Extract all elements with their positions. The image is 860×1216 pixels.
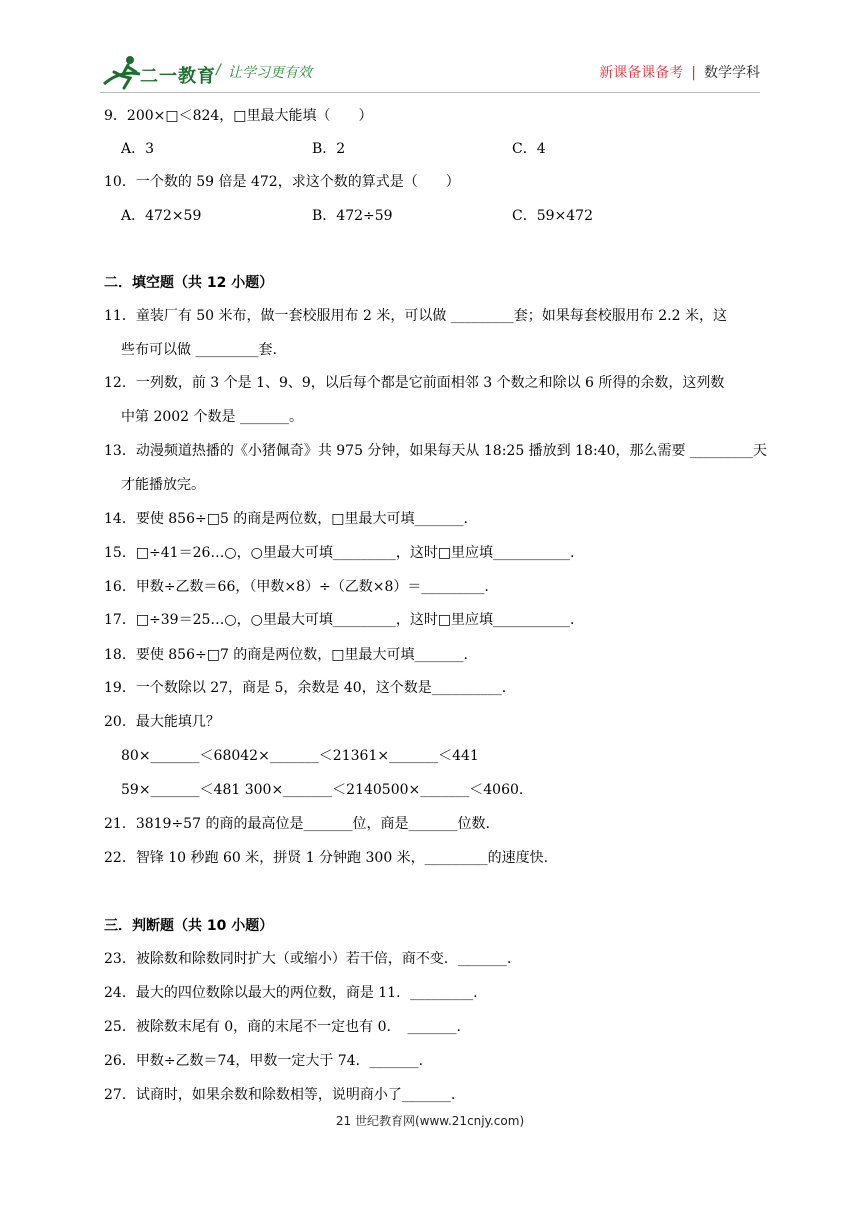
question-23: 23．被除数和除数同时扩大（或缩小）若干倍，商不变．_______. [104,951,512,967]
question-21: 21．3819÷57 的商的最高位是_______位，商是_______位数. [104,816,490,832]
header-right [599,62,760,82]
page-footer: 21 世纪教育网(www.21cnjy.com) [335,1114,525,1128]
question-20-stem: 20．最大能填几？ [104,714,220,730]
header-tagline: 新课备课备考 [599,65,684,81]
question-10-option-a: A．472×59 [121,208,202,224]
question-11-line-2: 些布可以做 _________套. [121,342,277,358]
question-13-line-1: 13．动漫频道热播的《小猪佩奇》共 975 分钟，如果每天从 18:25 播放到 18:40，那么需要 _________天 [104,443,767,459]
question-15: 15．□÷41＝26…○，○里最大可填_________，这时□里应填___________. [104,545,575,561]
header-slash: / [216,62,221,78]
page-header [0,0,860,100]
question-22: 22．智锋 10 秒跑 60 米，拼贤 1 分钟跑 300 米，_________的速度快. [104,850,549,866]
question-19: 19．一个数除以 27，商是 5，余数是 40，这个数是__________. [104,680,507,696]
question-18: 18．要使 856÷□7 的商是两位数，□里最大可填_______. [104,647,468,663]
header-divider: | [691,65,696,81]
question-9-option-a: A．3 [121,141,155,157]
question-11-line-1: 11．童装厂有 50 米布，做一套校服用布 2 米，可以做 _________套；如果每套校服用布 2.2 米，这 [104,308,727,324]
question-25: 25．被除数末尾有 0，商的末尾不一定也有 0． _______. [104,1019,461,1035]
question-14: 14．要使 856÷□5 的商是两位数，□里最大可填_______. [104,511,468,527]
question-26: 26．甲数÷乙数＝74，甲数一定大于 74．_______. [104,1053,424,1069]
question-16: 16．甲数÷乙数＝66，（甲数×8）÷（乙数×8）＝_________. [104,579,489,595]
section-3-heading: 三．判断题（共 10 小题） [104,918,274,934]
logo-text: 二一教育 [140,66,216,87]
question-20-line-2: 59×_______＜481 300×_______＜2140500×_______＜4060. [121,782,524,798]
question-9-stem: 9．200×□＜824，□里最大能填（ ） [104,108,373,124]
header-subject: 数学学科 [704,65,760,81]
question-10-stem: 10．一个数的 59 倍是 472，求这个数的算式是（ ） [104,174,460,190]
question-12-line-2: 中第 2002 个数是 _______。 [121,409,303,425]
question-13-line-2: 才能播放完。 [121,477,205,493]
section-2-heading: 二．填空题（共 12 小题） [104,275,274,291]
header-rule [100,92,760,93]
question-24: 24．最大的四位数除以最大的两位数，商是 11．_________. [104,985,478,1001]
header-slogan: 让学习更有效 [228,65,312,81]
question-12-line-1: 12．一列数，前 3 个是 1、9、9，以后每个都是它前面相邻 3 个数之和除以 6 所得的余数，这列数 [104,375,725,391]
question-9-option-c: C．4 [512,141,546,157]
question-17: 17．□÷39＝25…○，○里最大可填_________，这时□里应填___________. [104,612,575,628]
question-20-line-1: 80×_______＜68042×_______＜21361×_______＜441 [121,748,479,764]
question-9-option-b: B．2 [312,141,346,157]
question-27: 27．试商时，如果余数和除数相等，说明商小了_______. [104,1087,456,1103]
question-10-option-c: C．59×472 [512,208,593,224]
question-10-option-b: B．472÷59 [312,208,393,224]
